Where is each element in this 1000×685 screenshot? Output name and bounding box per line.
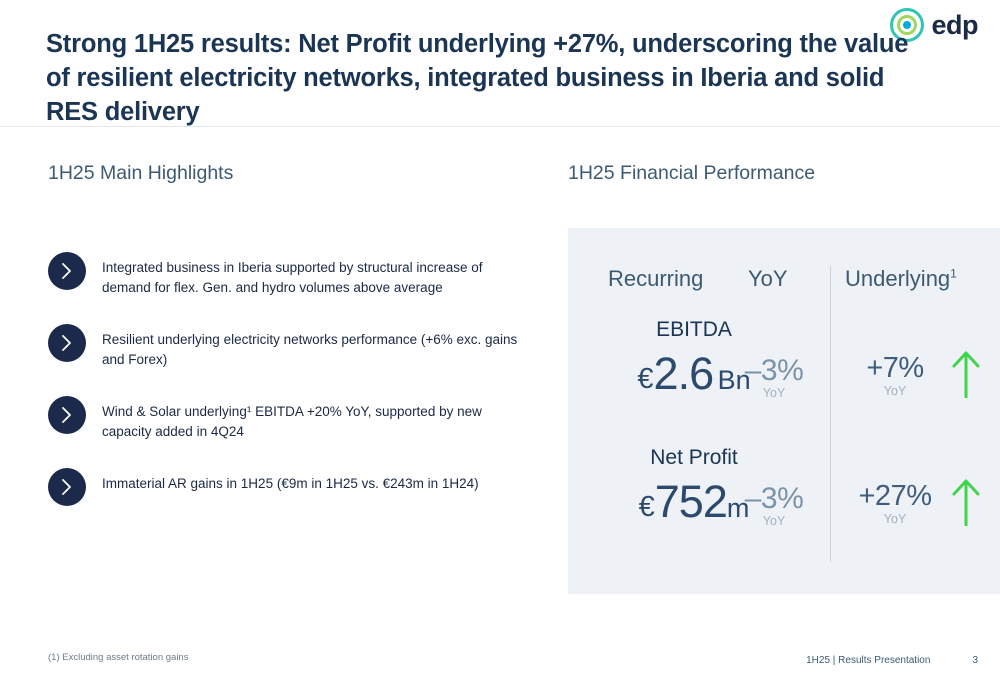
metric-underlying	[840, 352, 950, 398]
metric-underlying	[840, 480, 950, 526]
column-header-yoy: YoY	[748, 266, 788, 291]
list-item	[48, 252, 538, 297]
arrow-up-icon	[950, 478, 982, 533]
chevron-right-icon	[48, 252, 86, 290]
page-number: 3	[972, 655, 978, 666]
highlight-text: Resilient underlying electricity networks performance (+6% exc. gains and Forex)	[102, 332, 518, 367]
footnote-marker: 1	[950, 266, 957, 281]
highlights-list	[48, 252, 538, 537]
list-item	[48, 324, 538, 369]
deck-label: 1H25 | Results Presentation	[806, 655, 931, 666]
value-number: 752	[654, 476, 727, 527]
title-divider	[0, 126, 1000, 127]
highlight-text: Integrated business in Iberia supported by structural increase of demand for flex. Gen. and hydro volumes above average	[102, 260, 483, 295]
underlying-value: +7%	[866, 352, 924, 384]
value-unit: m	[726, 493, 750, 523]
footer	[806, 655, 978, 666]
yoy-caption: YoY	[762, 514, 786, 528]
underlying-value: +27%	[858, 480, 932, 512]
yoy-value: –3%	[744, 354, 804, 387]
financial-performance-panel	[568, 228, 1000, 594]
chevron-right-icon	[48, 324, 86, 362]
yoy-caption: YoY	[762, 386, 786, 400]
column-header-underlying-label: Underlying	[845, 266, 951, 291]
metric-label: Net Profit	[650, 446, 738, 469]
underlying-caption: YoY	[883, 384, 907, 398]
highlight-text: Immaterial AR gains in 1H25 (€9m in 1H25 vs. €243m in 1H24)	[102, 476, 479, 492]
yoy-value: –3%	[744, 482, 804, 515]
metric-yoy	[720, 482, 828, 528]
metric-yoy	[717, 354, 828, 400]
list-item	[48, 396, 538, 441]
list-item	[48, 468, 538, 510]
value-number: 2.6	[653, 348, 714, 399]
highlight-text: Wind & Solar underlying¹ EBITDA +20% YoY, supported by new capacity added in 4Q24	[102, 404, 482, 439]
chevron-right-icon	[48, 468, 86, 506]
brand-name: edp	[931, 9, 978, 40]
footnote: (1) Excluding asset rotation gains	[48, 652, 189, 663]
metric-label: EBITDA	[656, 318, 732, 341]
value-unit: Bn	[717, 365, 751, 395]
left-section-heading: 1H25 Main Highlights	[48, 162, 234, 184]
arrow-up-icon	[950, 350, 982, 405]
panel-vertical-divider	[830, 266, 831, 562]
currency-symbol: €	[638, 491, 655, 523]
column-header-underlying	[845, 266, 957, 292]
currency-symbol: €	[637, 363, 654, 395]
chevron-right-icon	[48, 396, 86, 434]
page-title: Strong 1H25 results: Net Profit underlying +27%, underscoring the value of resilient electricity networks, integrated business in Iberia and solid RES delivery	[46, 30, 909, 126]
panel-column-headers	[568, 266, 1000, 300]
column-header-recurring: Recurring	[608, 266, 704, 291]
underlying-caption: YoY	[883, 512, 907, 526]
right-section-heading: 1H25 Financial Performance	[568, 162, 816, 184]
